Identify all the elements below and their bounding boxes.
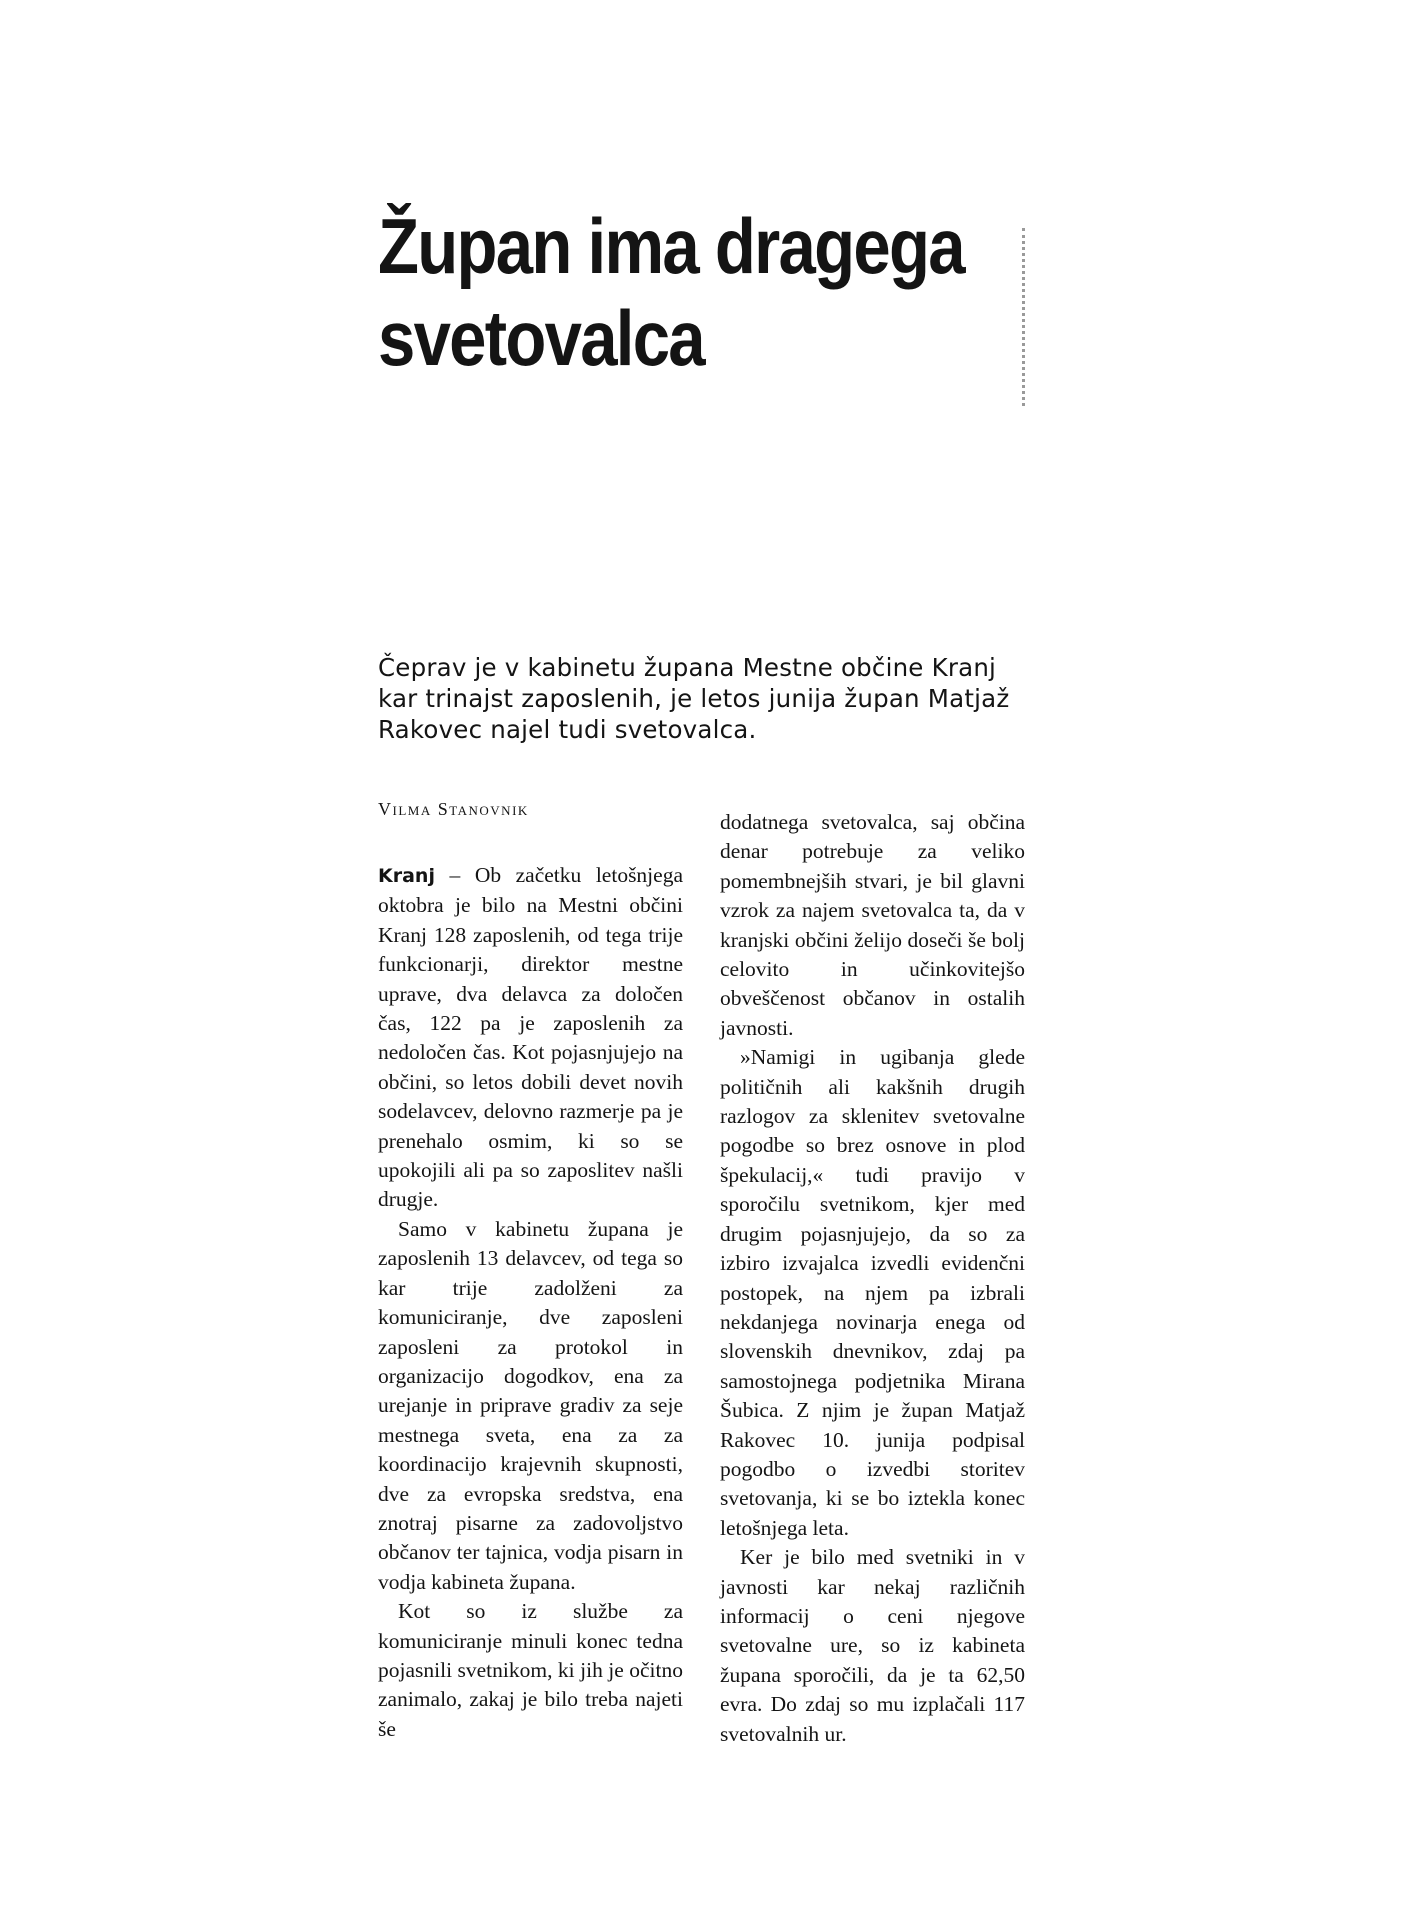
column-right (720, 808, 1025, 1749)
paragraph-3-continued: dodatnega svetovalca, saj občina denar potrebuje za veliko pomembnejših stvari, je bil glavni vzrok za najem svetovalca ta, da v kranjski občini želijo doseči še bolj celovito in učinkovitejšo obveščenost občanov in ostalih javnosti. (720, 810, 1025, 1040)
paragraph-5: Ker je bilo med svetniki in v javnosti kar nekaj različnih informacij o ceni njegove svetovalne ure, so iz kabineta župana sporočili, da je ta 62,50 evra. Do zdaj so mu izplačali 117 svetovalnih ur. (720, 1545, 1025, 1746)
headline (378, 200, 964, 384)
paragraph-4: »Namigi in ugibanja glede političnih ali kakšnih drugih razlogov za sklenitev svetovalne pogodbe so brez osnove in plod špekulacij,« tudi pravijo v sporočilu svetnikom, kjer med drugim pojasnjujejo, da so za izbiro izvajalca izvedli evidenčni postopek, na njem pa izbrali nekdanjega novinarja enega od slovenskih dnevnikov, zdaj pa samostojnega podjetnika Mirana Šubica. Z njim je župan Matjaž Rakovec 10. junija podpisal pogodbo o izvedbi storitev svetovanja, ki se bo iztekla konec letošnjega leta. (720, 1045, 1025, 1540)
byline: Vilma Stanovnik (378, 799, 529, 819)
headline-line-1: Župan ima dragega (378, 202, 964, 290)
dotted-rule (1022, 228, 1025, 406)
headline-line-2: svetovalca (378, 294, 704, 382)
lead-paragraph: Čeprav je v kabinetu župana Mestne občine Kranj kar trinajst zaposlenih, je letos junija župan Matjaž Rakovec najel tudi svetovalca. (378, 653, 1010, 744)
column-left (378, 798, 683, 1744)
paragraph-2: Samo v kabinetu župana je zaposlenih 13 delavcev, od tega so kar trije zadolženi za komuniciranje, dve zaposleni zaposleni za protokol in organizacijo dogodkov, ena za urejanje in priprave gradiv za seje mestnega sveta, ena za za koordinacijo krajevnih skupnosti, dve za evropska sredstva, ena znotraj pisarne za zadovoljstvo občanov ter tajnica, vodja pisarn in vodja kabineta župana. (378, 1216, 683, 1594)
paragraph-3: Kot so iz službe za komuniciranje minuli konec tedna pojasnili svetnikom, ki jih je očitno zanimalo, zakaj je bilo treba najeti še (378, 1599, 683, 1741)
paragraph-1-text: – Ob začetku letošnjega oktobra je bilo na Mestni občini Kranj 128 zaposlenih, od tega trije funkcionarji, direktor mestne uprave, dva delavca za določen čas, 122 pa je zaposlenih za nedoločen čas. Kot pojasnjujejo na občini, so letos dobili devet novih sodelavcev, delovno razmerje pa je prenehalo osmim, ki so se upokojili ali pa so zaposlitev našli drugje. (378, 863, 683, 1212)
paragraph-1 (378, 861, 683, 1215)
dateline: Kranj (378, 865, 435, 887)
